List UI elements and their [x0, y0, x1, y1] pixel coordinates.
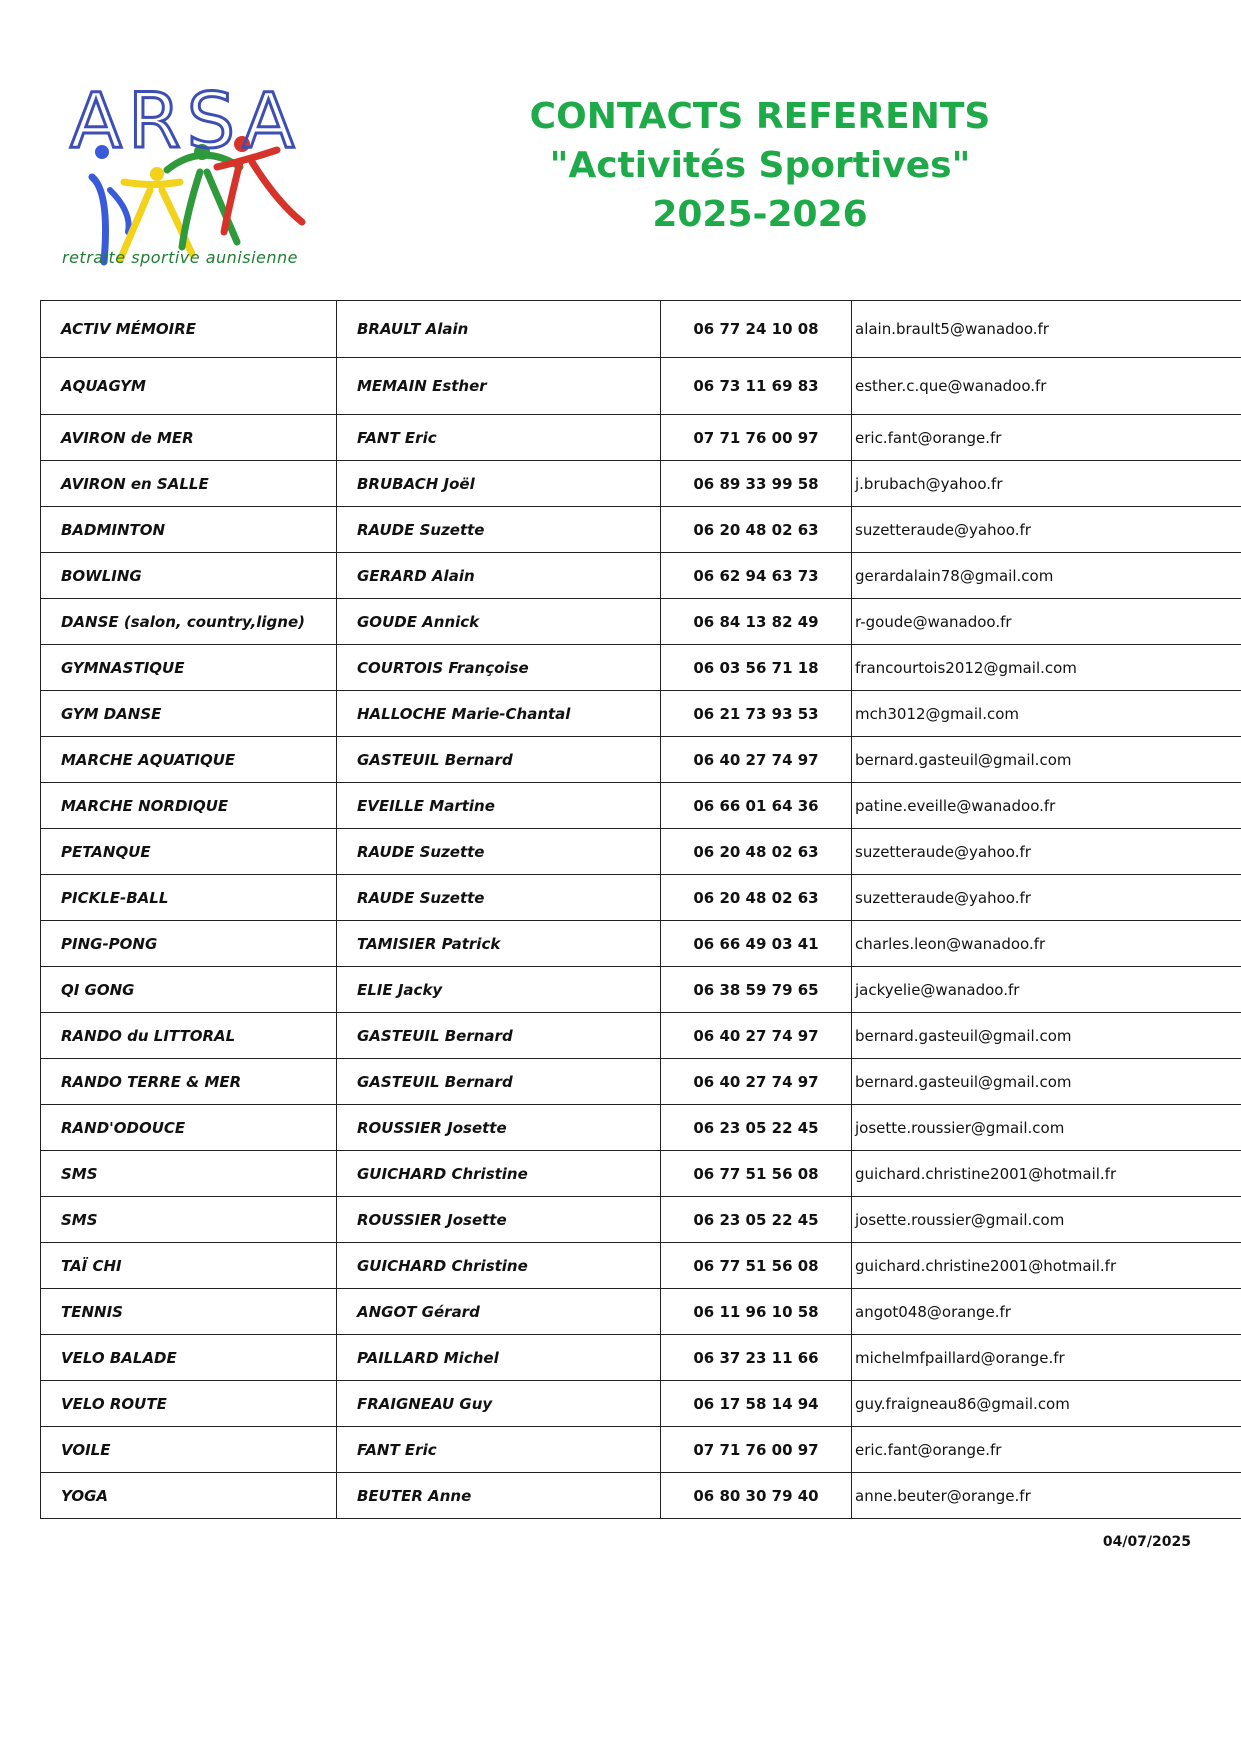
referent-cell: BRAULT Alain — [337, 301, 661, 358]
logo-tagline: retraite sportive aunisienne — [62, 248, 298, 267]
referent-cell: COURTOIS Françoise — [337, 645, 661, 691]
table-row — [41, 599, 1241, 645]
phone-cell[interactable]: 06 77 51 56 08 — [661, 1151, 852, 1197]
activity-cell: VELO BALADE — [41, 1335, 337, 1381]
activity-cell: TENNIS — [41, 1289, 337, 1335]
activity-cell: PETANQUE — [41, 829, 337, 875]
table-row — [41, 358, 1241, 415]
phone-cell[interactable]: 06 66 49 03 41 — [661, 921, 852, 967]
referent-cell: FANT Eric — [337, 1427, 661, 1473]
phone-cell[interactable]: 06 80 30 79 40 — [661, 1473, 852, 1519]
contacts-table — [40, 300, 1241, 1519]
phone-cell[interactable]: 06 11 96 10 58 — [661, 1289, 852, 1335]
referent-cell: GASTEUIL Bernard — [337, 737, 661, 783]
table-row — [41, 645, 1241, 691]
email-cell[interactable]: josette.roussier@gmail.com — [852, 1197, 1241, 1243]
activity-cell: TAÏ CHI — [41, 1243, 337, 1289]
activity-cell: RANDO du LITTORAL — [41, 1013, 337, 1059]
phone-cell[interactable]: 07 71 76 00 97 — [661, 1427, 852, 1473]
table-row — [41, 1105, 1241, 1151]
email-cell[interactable]: bernard.gasteuil@gmail.com — [852, 1013, 1241, 1059]
title-line-3: 2025-2026 — [652, 194, 868, 235]
document-date: 04/07/2025 — [1102, 1534, 1191, 1550]
table-row — [41, 1335, 1241, 1381]
referent-cell: ELIE Jacky — [337, 967, 661, 1013]
contacts-table-body — [41, 301, 1241, 1519]
table-row — [41, 1197, 1241, 1243]
email-cell[interactable]: esther.c.que@wanadoo.fr — [852, 358, 1241, 415]
activity-cell: SMS — [41, 1151, 337, 1197]
phone-cell[interactable]: 06 77 51 56 08 — [661, 1243, 852, 1289]
referent-cell: ANGOT Gérard — [337, 1289, 661, 1335]
phone-cell[interactable]: 06 38 59 79 65 — [661, 967, 852, 1013]
referent-cell: GERARD Alain — [337, 553, 661, 599]
referent-cell: GASTEUIL Bernard — [337, 1059, 661, 1105]
email-cell[interactable]: guichard.christine2001@hotmail.fr — [852, 1151, 1241, 1197]
email-cell[interactable]: anne.beuter@orange.fr — [852, 1473, 1241, 1519]
activity-cell: YOGA — [41, 1473, 337, 1519]
email-cell[interactable]: jackyelie@wanadoo.fr — [852, 967, 1241, 1013]
referent-cell: BRUBACH Joël — [337, 461, 661, 507]
phone-cell[interactable]: 06 17 58 14 94 — [661, 1381, 852, 1427]
referent-cell: GOUDE Annick — [337, 599, 661, 645]
table-row — [41, 301, 1241, 358]
email-cell[interactable]: alain.brault5@wanadoo.fr — [852, 301, 1241, 358]
activity-cell: RANDO TERRE & MER — [41, 1059, 337, 1105]
table-row — [41, 1243, 1241, 1289]
phone-cell[interactable]: 06 40 27 74 97 — [661, 1013, 852, 1059]
phone-cell[interactable]: 06 77 24 10 08 — [661, 301, 852, 358]
email-cell[interactable]: angot048@orange.fr — [852, 1289, 1241, 1335]
table-row — [41, 1427, 1241, 1473]
referent-cell: RAUDE Suzette — [337, 507, 661, 553]
referent-cell: FRAIGNEAU Guy — [337, 1381, 661, 1427]
email-cell[interactable]: gerardalain78@gmail.com — [852, 553, 1241, 599]
activity-cell: SMS — [41, 1197, 337, 1243]
logo-yellow-figure — [124, 182, 180, 185]
activity-cell: MARCHE NORDIQUE — [41, 783, 337, 829]
activity-cell: BADMINTON — [41, 507, 337, 553]
arsa-logo — [62, 76, 312, 272]
activity-cell: AVIRON de MER — [41, 415, 337, 461]
phone-cell[interactable]: 06 23 05 22 45 — [661, 1105, 852, 1151]
table-row — [41, 875, 1241, 921]
table-row — [41, 737, 1241, 783]
email-cell[interactable]: eric.fant@orange.fr — [852, 1427, 1241, 1473]
email-cell[interactable]: michelmfpaillard@orange.fr — [852, 1335, 1241, 1381]
table-row — [41, 1013, 1241, 1059]
activity-cell: MARCHE AQUATIQUE — [41, 737, 337, 783]
activity-cell: VOILE — [41, 1427, 337, 1473]
email-cell[interactable]: guy.fraigneau86@gmail.com — [852, 1381, 1241, 1427]
email-cell[interactable]: patine.eveille@wanadoo.fr — [852, 783, 1241, 829]
phone-cell[interactable]: 06 73 11 69 83 — [661, 358, 852, 415]
referent-cell: ROUSSIER Josette — [337, 1197, 661, 1243]
email-cell[interactable]: bernard.gasteuil@gmail.com — [852, 737, 1241, 783]
table-row — [41, 1059, 1241, 1105]
referent-cell: ROUSSIER Josette — [337, 1105, 661, 1151]
phone-cell[interactable]: 06 21 73 93 53 — [661, 691, 852, 737]
referent-cell: GASTEUIL Bernard — [337, 1013, 661, 1059]
email-cell[interactable]: charles.leon@wanadoo.fr — [852, 921, 1241, 967]
phone-cell[interactable]: 07 71 76 00 97 — [661, 415, 852, 461]
email-cell[interactable]: r-goude@wanadoo.fr — [852, 599, 1241, 645]
activity-cell: PICKLE-BALL — [41, 875, 337, 921]
activity-cell: RAND'ODOUCE — [41, 1105, 337, 1151]
table-row — [41, 967, 1241, 1013]
referent-cell: GUICHARD Christine — [337, 1243, 661, 1289]
phone-cell[interactable]: 06 40 27 74 97 — [661, 1059, 852, 1105]
email-cell[interactable]: j.brubach@yahoo.fr — [852, 461, 1241, 507]
phone-cell[interactable]: 06 03 56 71 18 — [661, 645, 852, 691]
phone-cell[interactable]: 06 89 33 99 58 — [661, 461, 852, 507]
page-title — [455, 92, 1065, 239]
email-cell[interactable]: francourtois2012@gmail.com — [852, 645, 1241, 691]
referent-cell: RAUDE Suzette — [337, 829, 661, 875]
table-row — [41, 829, 1241, 875]
email-cell[interactable]: eric.fant@orange.fr — [852, 415, 1241, 461]
phone-cell[interactable]: 06 84 13 82 49 — [661, 599, 852, 645]
table-row — [41, 1381, 1241, 1427]
email-cell[interactable]: josette.roussier@gmail.com — [852, 1105, 1241, 1151]
table-row — [41, 553, 1241, 599]
phone-cell[interactable]: 06 20 48 02 63 — [661, 507, 852, 553]
table-row — [41, 1151, 1241, 1197]
activity-cell: GYMNASTIQUE — [41, 645, 337, 691]
title-line-2: "Activités Sportives" — [549, 145, 971, 186]
email-cell[interactable]: bernard.gasteuil@gmail.com — [852, 1059, 1241, 1105]
table-row — [41, 461, 1241, 507]
referent-cell: BEUTER Anne — [337, 1473, 661, 1519]
email-cell[interactable]: suzetteraude@yahoo.fr — [852, 829, 1241, 875]
table-row — [41, 691, 1241, 737]
table-row — [41, 783, 1241, 829]
referent-cell: HALLOCHE Marie-Chantal — [337, 691, 661, 737]
referent-cell: MEMAIN Esther — [337, 358, 661, 415]
table-row — [41, 507, 1241, 553]
phone-cell[interactable]: 06 37 23 11 66 — [661, 1335, 852, 1381]
table-row — [41, 1289, 1241, 1335]
phone-cell[interactable]: 06 23 05 22 45 — [661, 1197, 852, 1243]
phone-cell[interactable]: 06 62 94 63 73 — [661, 553, 852, 599]
phone-cell[interactable]: 06 20 48 02 63 — [661, 829, 852, 875]
referent-cell: EVEILLE Martine — [337, 783, 661, 829]
email-cell[interactable]: mch3012@gmail.com — [852, 691, 1241, 737]
logo-wordmark: ARSA — [70, 76, 301, 165]
email-cell[interactable]: suzetteraude@yahoo.fr — [852, 875, 1241, 921]
logo-yellow-head — [150, 167, 164, 181]
activity-cell: AQUAGYM — [41, 358, 337, 415]
table-row — [41, 1473, 1241, 1519]
referent-cell: GUICHARD Christine — [337, 1151, 661, 1197]
activity-cell: PING-PONG — [41, 921, 337, 967]
activity-cell: DANSE (salon, country,ligne) — [41, 599, 337, 645]
referent-cell: PAILLARD Michel — [337, 1335, 661, 1381]
referent-cell: FANT Eric — [337, 415, 661, 461]
email-cell[interactable]: guichard.christine2001@hotmail.fr — [852, 1243, 1241, 1289]
activity-cell: GYM DANSE — [41, 691, 337, 737]
phone-cell[interactable]: 06 66 01 64 36 — [661, 783, 852, 829]
title-line-1: CONTACTS REFERENTS — [529, 96, 991, 137]
referent-cell: TAMISIER Patrick — [337, 921, 661, 967]
email-cell[interactable]: suzetteraude@yahoo.fr — [852, 507, 1241, 553]
phone-cell[interactable]: 06 20 48 02 63 — [661, 875, 852, 921]
activity-cell: ACTIV MÉMOIRE — [41, 301, 337, 358]
table-row — [41, 415, 1241, 461]
phone-cell[interactable]: 06 40 27 74 97 — [661, 737, 852, 783]
activity-cell: VELO ROUTE — [41, 1381, 337, 1427]
table-row — [41, 921, 1241, 967]
activity-cell: AVIRON en SALLE — [41, 461, 337, 507]
activity-cell: BOWLING — [41, 553, 337, 599]
referent-cell: RAUDE Suzette — [337, 875, 661, 921]
activity-cell: QI GONG — [41, 967, 337, 1013]
